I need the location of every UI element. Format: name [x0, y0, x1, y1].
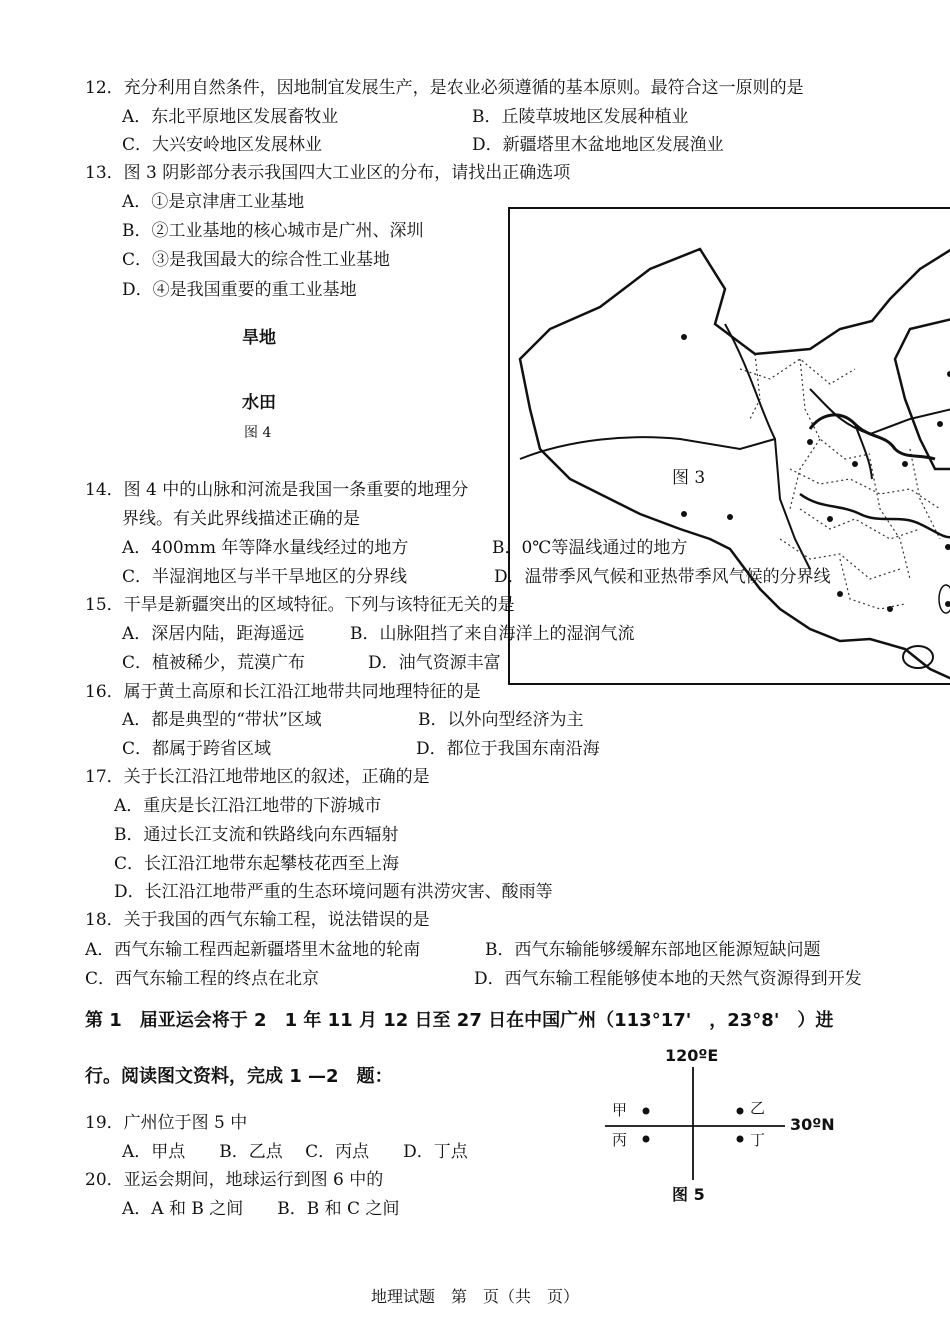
q17-option-d: D．长江沿江地带严重的生态环境问题有洪涝灾害、酸雨等: [114, 882, 553, 902]
fig4-dryland-label: 旱地: [242, 328, 276, 348]
taiwan-outline: [939, 585, 950, 613]
region-boundary-1: [725, 324, 810, 569]
q17-option-b: B．通过长江支流和铁路线向东西辐射: [114, 825, 399, 845]
q18-option-c: C．西气东输工程的终点在北京: [85, 969, 320, 989]
fig5-label-bing: 丙: [612, 1131, 628, 1149]
q16-option-b: B．以外向型经济为主: [418, 710, 584, 730]
passage-line1: 第 1 届亚运会将于 2 1 年 11 月 12 日至 27 日在中国广州（113°17' ，23°8' ）进: [85, 1010, 834, 1031]
q13-stem: 13．图 3 阴影部分表示我国四大工业区的分布，请找出正确选项: [85, 163, 571, 183]
q15-option-c: C．植被稀少，荒漠广布: [122, 653, 306, 673]
fig5-label-jia: 甲: [612, 1101, 628, 1119]
fig5-label-yi: 乙: [750, 1099, 766, 1117]
q12-option-c: C．大兴安岭地区发展林业: [122, 135, 323, 155]
fig3-caption: 图 3: [672, 468, 706, 488]
fig5-longitude-label: 120ºE: [665, 1046, 719, 1065]
q20-stem: 20．亚运会期间，地球运行到图 6 中的: [85, 1170, 384, 1190]
q17-stem: 17．关于长江沿江地带地区的叙述，正确的是: [85, 767, 430, 787]
passage-line2: 行。阅读图文资料，完成 1 —2 题：: [85, 1066, 393, 1087]
hainan-outline: [903, 646, 933, 668]
fig5-latitude-label: 30ºN: [790, 1115, 835, 1134]
fig4-caption: 图 4: [244, 425, 272, 441]
q14-option-c: C．半湿润地区与半干旱地区的分界线: [122, 567, 408, 587]
q16-option-d: D．都位于我国东南沿海: [416, 739, 600, 759]
q12-option-b: B．丘陵草坡地区发展种植业: [472, 107, 689, 127]
china-outline-map: [510, 209, 950, 685]
q14-option-a: A．400mm 年等降水量线经过的地方: [122, 538, 409, 558]
fig4-paddy-label: 水田: [242, 393, 276, 413]
fig5-caption: 图 5: [672, 1185, 705, 1204]
q12-option-a: A．东北平原地区发展畜牧业: [122, 107, 339, 127]
q12-stem: 12．充分利用自然条件，因地制宜发展生产，是农业必须遵循的基本原则。最符合这一原则的是: [85, 78, 804, 98]
q14-option-b: B．0℃等温线通过的地方: [492, 538, 688, 558]
q13-option-a: A．①是京津唐工业基地: [122, 192, 305, 212]
q12-option-d: D．新疆塔里木盆地地区发展渔业: [472, 135, 724, 155]
fig5-coordinate-diagram: [600, 1045, 840, 1215]
q16-option-a: A．都是典型的“带状”区域: [122, 710, 322, 730]
region-boundary-2: [520, 437, 775, 459]
q13-option-c: C．③是我国最大的综合性工业基地: [122, 250, 391, 270]
q20-options: A．A 和 B 之间 B．B 和 C 之间: [122, 1199, 400, 1219]
region-boundary-3: [810, 389, 950, 434]
point-jia-dot: [643, 1108, 650, 1115]
fig5-label-ding: 丁: [750, 1131, 766, 1149]
point-ding-dot: [737, 1136, 744, 1143]
q14-stem-line1: 14．图 4 中的山脉和河流是我国一条重要的地理分: [85, 480, 469, 500]
q18-option-d: D．西气东输工程能够使本地的天然气资源得到开发: [474, 969, 862, 989]
yellow-river: [810, 415, 935, 459]
point-yi-dot: [737, 1108, 744, 1115]
q13-option-b: B．②工业基地的核心城市是广州、深圳: [122, 221, 424, 241]
q14-option-d: D．温带季风气候和亚热带季风气候的分界线: [494, 567, 831, 587]
q16-option-c: C．都属于跨省区域: [122, 739, 272, 759]
q17-option-c: C．长江沿江地带东起攀枝花西至上海: [114, 854, 400, 874]
q19-options: A．甲点 B．乙点 C．丙点 D．丁点: [122, 1142, 468, 1162]
q19-stem: 19．广州位于图 5 中: [85, 1113, 248, 1133]
fig3-china-map: [508, 207, 950, 685]
point-bing-dot: [643, 1136, 650, 1143]
q15-option-a: A．深居内陆，距海遥远: [122, 624, 305, 644]
q16-stem: 16．属于黄土高原和长江沿江地带共同地理特征的是: [85, 682, 481, 702]
q18-option-a: A．西气东输工程西起新疆塔里木盆地的轮南: [85, 940, 421, 960]
q18-stem: 18．关于我国的西气东输工程，说法错误的是: [85, 910, 430, 930]
q15-option-b: B．山脉阻挡了来自海洋上的湿润气流: [350, 624, 635, 644]
q18-option-b: B．西气东输能够缓解东部地区能源短缺问题: [485, 940, 821, 960]
q15-stem: 15．干旱是新疆突出的区域特征。下列与该特征无关的是: [85, 595, 515, 615]
q14-stem-line2: 界线。有关此界线描述正确的是: [122, 509, 360, 529]
coast-boundary: [895, 319, 950, 469]
page-footer: 地理试题 第 页（共 页）: [370, 1287, 579, 1306]
q15-option-d: D．油气资源丰富: [368, 653, 501, 673]
q17-option-a: A．重庆是长江沿江地带的下游城市: [114, 796, 382, 816]
q13-option-d: D．④是我国重要的重工业基地: [122, 280, 357, 300]
national-border: [520, 249, 950, 679]
